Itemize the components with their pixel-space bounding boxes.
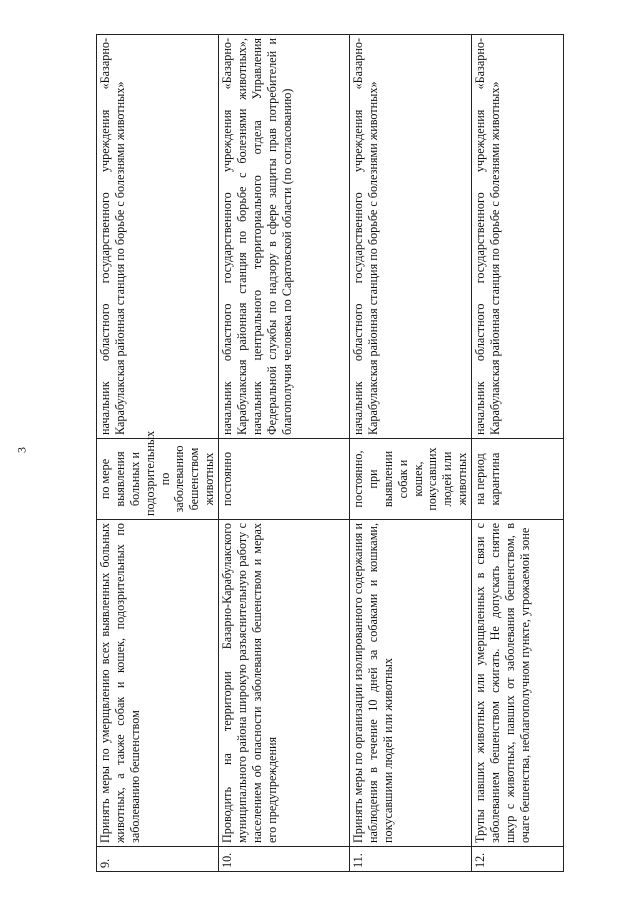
measures-table bbox=[96, 34, 564, 872]
responsible-cell: начальник областного государственного учреждения «Базарно-Карабулакская районная станция по борьбе с болезнями животных» bbox=[350, 35, 472, 439]
action-cell: Принять меры по умерщвлению всех выявленных больных животных, а также собак и кошек, подозрительных по заболеванию бешенством bbox=[97, 520, 219, 847]
term-cell: по мере выявления больных и подозрительных по заболеванию бешенством животных bbox=[97, 439, 219, 520]
row-number-cell: 12. bbox=[472, 847, 564, 872]
term-cell: постоянно, при выявлении собак и кошек, покусавших людей или животных bbox=[350, 439, 472, 520]
table-row bbox=[350, 35, 472, 872]
action-cell: Проводить на территории Базарно-Карабулакского муниципального района широкую разъяснительную работу с населением об опасности заболевания бешенством и мерах его предупреждения bbox=[219, 520, 350, 847]
term-cell: на период карантина bbox=[472, 439, 564, 520]
responsible-cell: начальник областного государственного учреждения «Базарно-Карабулакская районная станция по борьбе с болезнями животных» bbox=[472, 35, 564, 439]
row-number-cell: 10. bbox=[219, 847, 350, 872]
row-number-cell: 11. bbox=[350, 847, 472, 872]
responsible-cell: начальник областного государственного учреждения «Базарно-Карабулакская районная станция по борьбе с болезнями животных» bbox=[97, 35, 219, 439]
page-number: 3 bbox=[14, 447, 29, 453]
responsible-cell: начальник областного государственного учреждения «Базарно-Карабулакская районная станция по борьбе с болезнями животных», начальник центрального территориального отдела Управления Федеральной службы по надзору в сфере защиты прав потребителей и благополучия человека по Саратовской области (по согласованию) bbox=[219, 35, 350, 439]
rotated-table-container bbox=[96, 34, 532, 872]
row-number-cell: 9. bbox=[97, 847, 219, 872]
table-row bbox=[219, 35, 350, 872]
action-cell: Трупы павших животных или умерщвленных в связи с заболеванием бешенством сжигать. Не допускать снятие шкур с животных, павших от заболевания бешенством, в очаге бешенства, неблагополучном пункте, угрожаемой зоне bbox=[472, 520, 564, 847]
table-row bbox=[97, 35, 219, 872]
action-cell: Принять меры по организации изолированного содержания и наблюдения в течение 10 дней за собаками и кошками, покусавшими людей или животных bbox=[350, 520, 472, 847]
table-row bbox=[472, 35, 564, 872]
term-cell: постоянно bbox=[219, 439, 350, 520]
